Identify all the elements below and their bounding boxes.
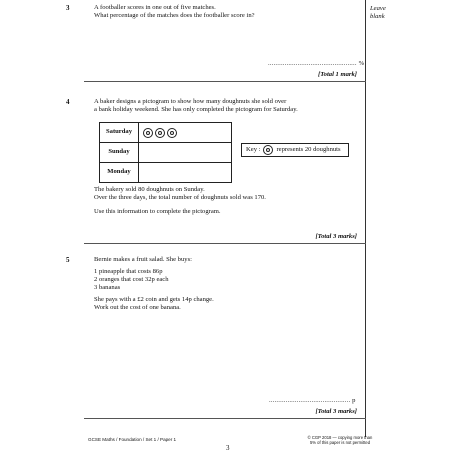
q5-line2: She pays with a £2 coin and gets 14p change. [94, 296, 214, 303]
q4-divider [84, 243, 366, 244]
margin-divider [365, 0, 366, 437]
q3-line1: A footballer scores in one out of five matches. [94, 4, 216, 11]
q5-divider [84, 418, 366, 419]
pictogram-row-monday [100, 163, 232, 183]
key-prefix: Key : [246, 145, 261, 153]
question-4-text [94, 98, 359, 114]
q5-line3: Work out the cost of one banana. [94, 304, 181, 312]
question-3-number: 3 [66, 4, 70, 12]
key-text: represents 20 doughnuts [276, 145, 341, 153]
q4-line4: Over the three days, the total number of doughnuts sold was 170. [94, 194, 266, 202]
question-5-number: 5 [66, 256, 70, 264]
doughnut-key-icon [263, 145, 273, 155]
pictogram-label-saturday: Saturday [100, 123, 139, 143]
question-4-instruction [94, 208, 359, 216]
pictogram-row-sunday [100, 143, 232, 163]
q3-total-mark: [Total 1 mark] [318, 71, 357, 78]
question-5-intro [94, 256, 359, 264]
q4-line5: Use this information to complete the pictogram. [94, 208, 221, 215]
page-number: 3 [226, 444, 230, 452]
pictogram-row-saturday [100, 123, 232, 143]
q5-answer-line[interactable]: ............................................ p [269, 397, 356, 404]
pictogram-label-monday: Monday [100, 163, 139, 183]
footer-copyright [295, 436, 385, 446]
q4-line3: The bakery sold 80 doughnuts on Sunday. [94, 186, 205, 193]
doughnut-pictogram [99, 122, 232, 183]
question-4-info [94, 186, 359, 202]
q5-total-marks: [Total 3 marks] [315, 408, 357, 415]
copyright-line1: © CGP 2018 — copying more than [307, 435, 373, 440]
question-5-task [94, 296, 359, 312]
leave-blank-label [370, 5, 410, 21]
q5-line1: Bernie makes a fruit salad. She buys: [94, 256, 192, 263]
doughnut-symbol-icon [167, 128, 177, 138]
q5-item3: 3 bananas [94, 284, 121, 292]
q5-item2: 2 oranges that cost 32p each [94, 276, 169, 284]
footer-paper-info: GCSE Maths / Foundation / Set 1 / Paper 1 [88, 437, 177, 442]
question-3-text [94, 4, 359, 20]
pictogram-cell-sunday[interactable] [139, 143, 232, 163]
q5-shopping-list [94, 268, 359, 293]
q3-divider [84, 81, 366, 82]
q5-item1: 1 pineapple that costs 86p [94, 268, 163, 275]
q3-answer-line[interactable]: ................................................ % [268, 60, 365, 67]
doughnut-symbol-icon [155, 128, 165, 138]
q4-line1: A baker designs a pictogram to show how many doughnuts she sold over [94, 98, 287, 105]
question-4-number: 4 [66, 98, 70, 106]
pictogram-key [241, 143, 349, 157]
doughnut-symbol-icon [143, 128, 153, 138]
q3-line2: What percentage of the matches does the footballer score in? [94, 12, 255, 20]
pictogram-cell-monday[interactable] [139, 163, 232, 183]
pictogram-label-sunday: Sunday [100, 143, 139, 163]
q4-total-marks: [Total 3 marks] [315, 233, 357, 240]
copyright-line2: 5% of this paper is not permitted [309, 439, 371, 445]
pictogram-cell-saturday[interactable] [139, 123, 232, 143]
q4-line2: a bank holiday weekend. She has only completed the pictogram for Saturday. [94, 106, 298, 114]
leave-blank-text: Leave blank [370, 5, 386, 20]
